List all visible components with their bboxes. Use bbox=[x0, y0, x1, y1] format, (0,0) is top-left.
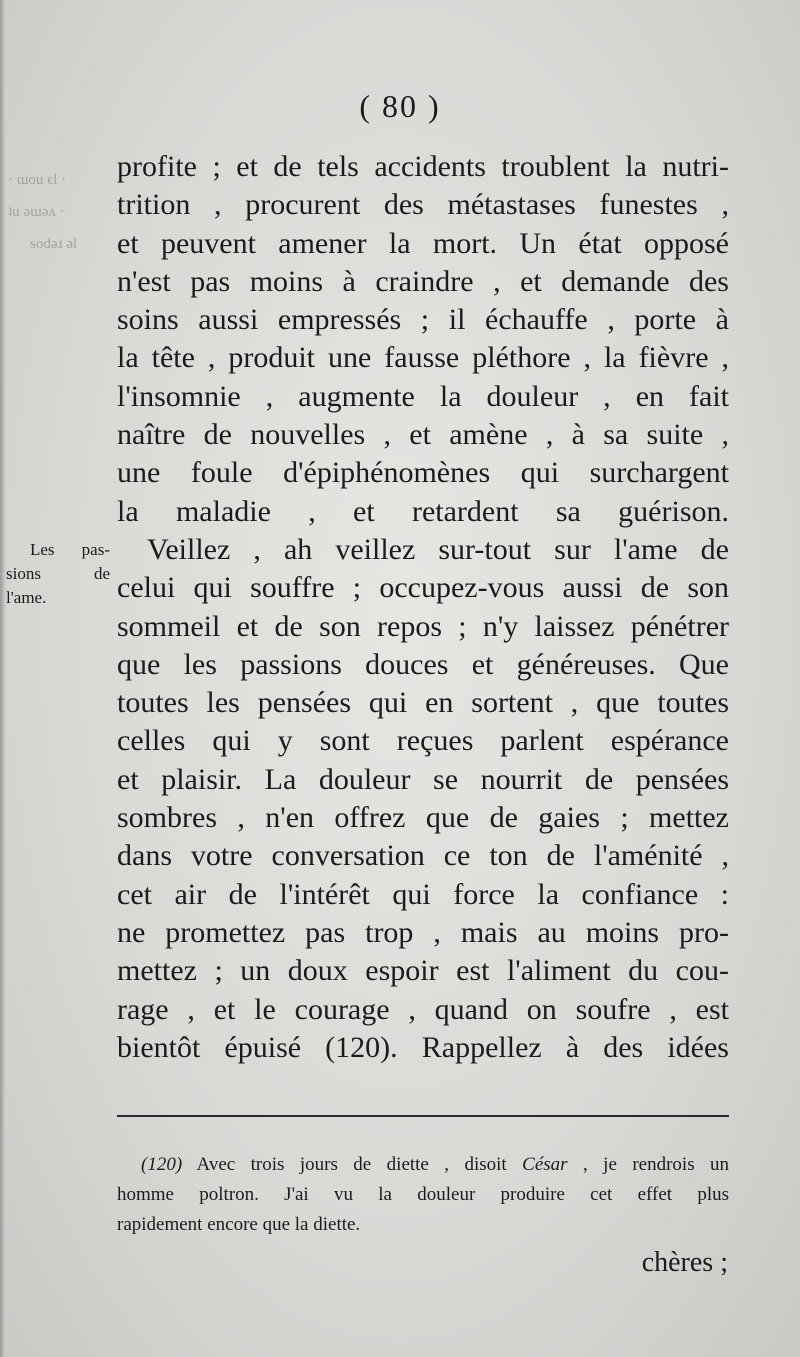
footnote-text: Avec trois jours de diette , disoit bbox=[196, 1154, 507, 1175]
footnote bbox=[117, 1150, 729, 1240]
text-line: ne promettez pas trop , mais au moins pro- bbox=[117, 915, 729, 949]
body-text bbox=[117, 148, 729, 1067]
margin-note-line: Les pas- bbox=[30, 540, 110, 559]
margin-note-line: sions de bbox=[6, 564, 110, 583]
text-line: dans votre conversation ce ton de l'aménité , bbox=[117, 839, 729, 873]
footnote-name: César bbox=[522, 1154, 568, 1175]
text-line: la tête , produit une fausse pléthore , la fièvre , bbox=[117, 341, 729, 375]
text-line: sommeil et de son repos ; n'y laissez pénétrer bbox=[117, 609, 729, 643]
text-line: soins aussi empressés ; il échauffe , porte à bbox=[117, 303, 729, 337]
text-line: et plaisir. La douleur se nourrit de pensées bbox=[117, 762, 729, 796]
text-line: rage , et le courage , quand on soufre , est bbox=[117, 992, 729, 1026]
text-line: cet air de l'intérêt qui force la confiance : bbox=[117, 877, 729, 911]
show-through-text: sodǝɹ ǝl bbox=[30, 236, 78, 252]
text-line: la maladie , et retardent sa guérison. bbox=[117, 494, 729, 528]
footnote-text: , je rendrois un bbox=[583, 1154, 730, 1175]
page-number: ( 80 ) bbox=[359, 88, 441, 124]
footnote-line: homme poltron. J'ai vu la douleur produire cet effet plus bbox=[117, 1184, 729, 1205]
text-line: mettez ; un doux espoir est l'aliment du cou- bbox=[117, 954, 729, 988]
footnote-line: rapidement encore que la diette. bbox=[117, 1214, 361, 1235]
text-line: profite ; et de tels accidents troublent la nutri- bbox=[117, 150, 729, 183]
footnote-marker: (120) bbox=[141, 1154, 183, 1175]
text-line: sombres , n'en offrez que de gaies ; mettez bbox=[117, 801, 729, 835]
catchword: chères ; bbox=[641, 1247, 728, 1278]
text-line: bientôt épuisé (120). Rappellez à des idées bbox=[117, 1030, 729, 1064]
text-line: naître de nouvelles , et amène , à sa suite , bbox=[117, 418, 729, 452]
text-line: Veillez , ah veillez sur-tout sur l'ame de bbox=[147, 532, 729, 566]
page-gutter-shadow bbox=[0, 0, 6, 1357]
text-line: celles qui y sont reçues parlent espérance bbox=[117, 724, 729, 758]
margin-note bbox=[6, 538, 110, 610]
show-through-text: ʇu ǝɯǝʌ · bbox=[8, 204, 65, 220]
show-through-text: · ɯou ϵl · bbox=[8, 172, 67, 188]
text-line: trition , procurent des métastases funestes , bbox=[117, 188, 729, 222]
text-line: l'insomnie , augmente la douleur , en fait bbox=[117, 379, 729, 413]
text-line: n'est pas moins à craindre , et demande des bbox=[117, 264, 729, 298]
footnote-line bbox=[117, 1150, 729, 1180]
text-line: toutes les pensées qui en sortent , que toutes bbox=[117, 686, 729, 720]
text-line: une foule d'épiphénomènes qui surchargent bbox=[117, 456, 729, 490]
margin-note-line: l'ame. bbox=[6, 588, 47, 607]
text-line: que les passions douces et généreuses. Que bbox=[117, 647, 729, 681]
text-line: et peuvent amener la mort. Un état opposé bbox=[117, 226, 729, 260]
text-line: celui qui souffre ; occupez-vous aussi de son bbox=[117, 571, 729, 605]
footnote-rule bbox=[117, 1115, 729, 1117]
